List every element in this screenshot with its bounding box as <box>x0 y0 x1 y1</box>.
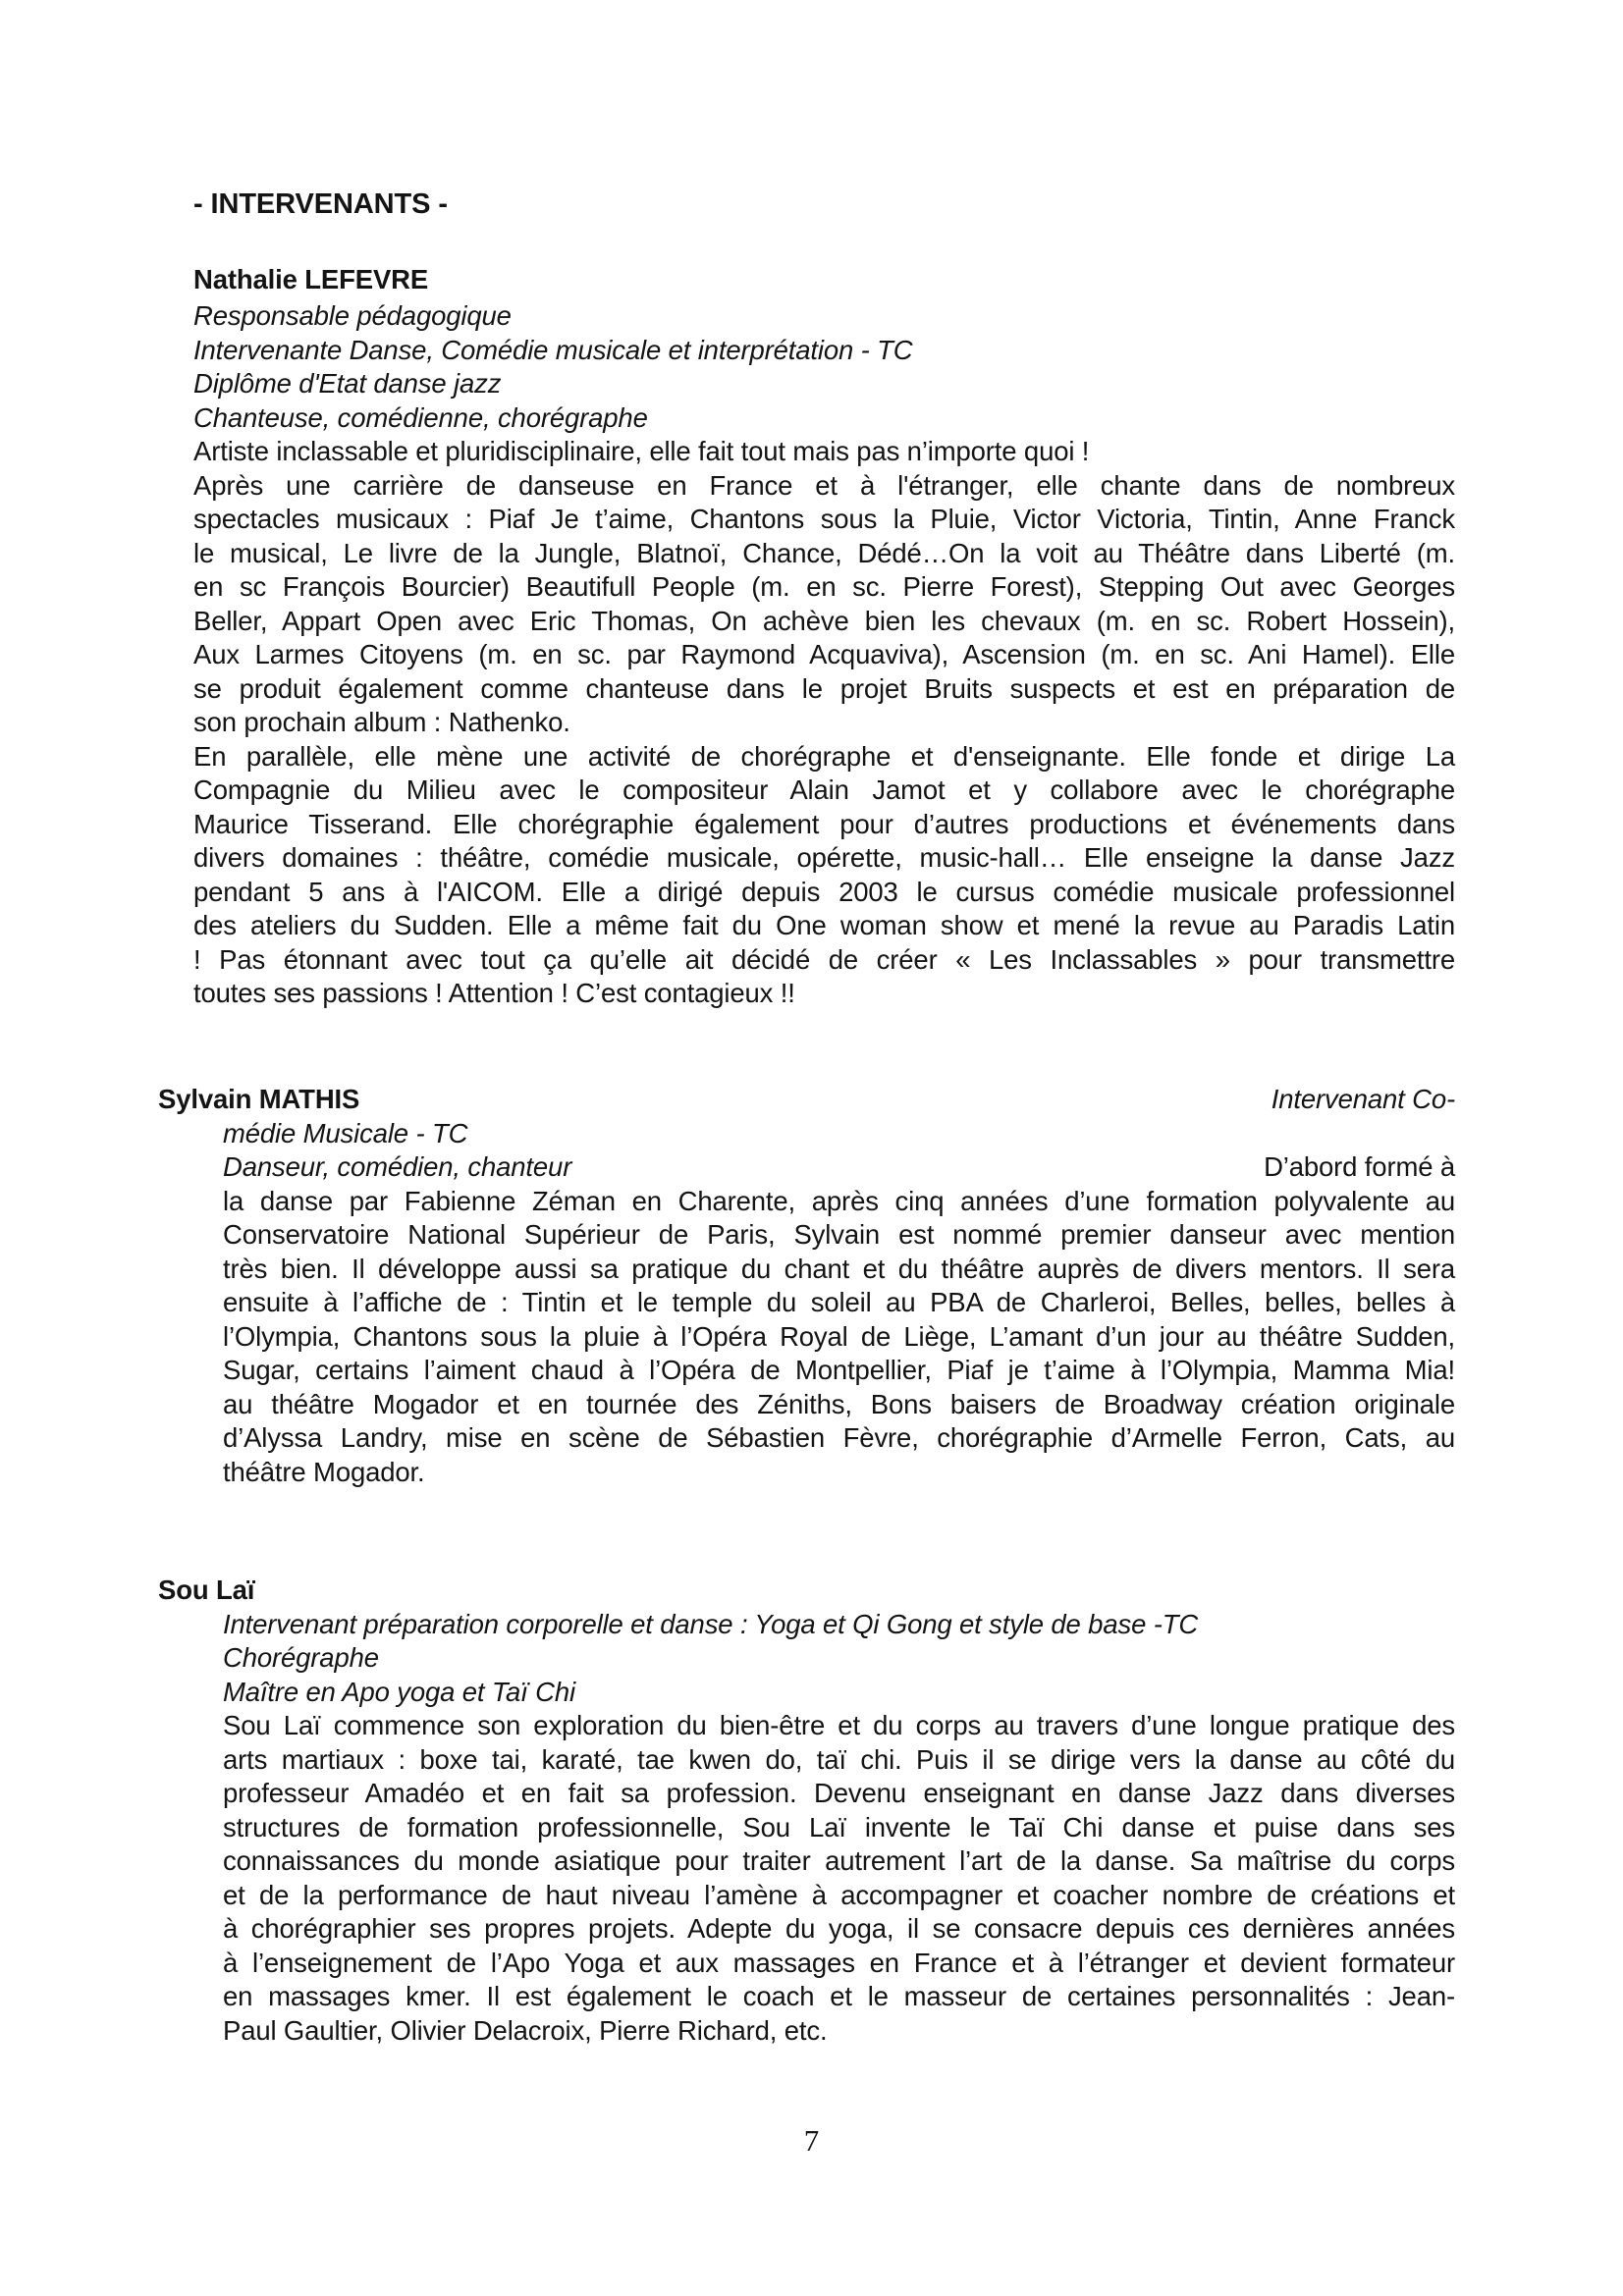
sylvain-role-wrap-line: médie Musicale - TC <box>223 1117 468 1148</box>
soulai-bio-paragraph <box>223 1709 1455 2014</box>
text-line: Diplôme d'Etat danse jazz <box>193 368 502 399</box>
text-line: Maître en Apo yoga et Taï Chi <box>223 1676 575 1707</box>
text-line: ! Pas étonnant avec tout ça qu’elle ait décidé de créer « Les Inclassables » pour transmettre <box>193 943 1455 975</box>
text-line: ensuite à l’affiche de : Tintin et le temple du soleil au PBA de Charleroi, Belles, belles, belles à <box>223 1287 1455 1317</box>
nathalie-bio-paragraph-2-last: toutes ses passions ! Attention ! C’est contagieux !! <box>193 978 795 1008</box>
nathalie-role-lines <box>193 299 1455 435</box>
text-line: professeur Amadéo et en fait sa profession. Devenu enseignant en danse Jazz dans diverses <box>223 1778 1455 1808</box>
nathalie-intro-line: Artiste inclassable et pluridisciplinaire, elle fait tout mais pas n’importe quoi ! <box>193 436 1090 466</box>
page-number: 7 <box>803 2123 820 2158</box>
nathalie-bio-paragraph-1 <box>193 469 1455 707</box>
text-line: spectacles musicaux : Piaf Je t’aime, Chantons sous la Pluie, Victor Victoria, Tintin, Anne Franck <box>193 504 1455 534</box>
text-line: connaissances du monde asiatique pour traiter autrement l’art de la danse. Sa maîtrise du corps <box>223 1845 1455 1876</box>
text-line: Chanteuse, comédienne, chorégraphe <box>193 401 648 433</box>
text-line: et de la performance de haut niveau l’amène à accompagner et coacher nombre de créations et <box>223 1879 1455 1910</box>
soulai-role-lines <box>223 1608 1455 1710</box>
text-line: l’Olympia, Chantons sous la pluie à l’Opéra Royal de Liège, L’amant d’un jour au théâtre Sudden, <box>223 1320 1455 1352</box>
text-line: Sugar, certains l’aiment chaud à l’Opéra de Montpellier, Piaf je t’aime à l’Olympia, Mamma Mia! <box>223 1355 1455 1385</box>
sylvain-role-fragment: Intervenant Co- <box>1271 1084 1455 1114</box>
section-nathalie <box>193 299 1455 1011</box>
text-line: Beller, Appart Open avec Eric Thomas, On achève bien les chevaux (m. en sc. Robert Hossein), <box>193 605 1455 636</box>
text-line: Maurice Tisserand. Elle chorégraphie également pour d’autres productions et événements dans <box>193 808 1455 839</box>
text-line: structures de formation professionnelle, Sou Laï invente le Taï Chi danse et puise dans ses <box>223 1811 1455 1842</box>
text-line: Compagnie du Milieu avec le compositeur Alain Jamot et y collabore avec le chorégraphe <box>193 774 1455 805</box>
text-line: au théâtre Mogador et en tournée des Zéniths, Bons baisers de Broadway création originale <box>223 1388 1455 1419</box>
text-line: Responsable pédagogique <box>193 300 512 331</box>
text-line: la danse par Fabienne Zéman en Charente, après cinq années d’une formation polyvalente au <box>223 1185 1455 1216</box>
text-line: pendant 5 ans à l'AICOM. Elle a dirigé depuis 2003 le cursus comédie musicale professionnel <box>193 876 1455 907</box>
nathalie-bio-paragraph-1-last: son prochain album : Nathenko. <box>193 707 570 737</box>
text-line: à l’enseignement de l’Apo Yoga et aux massages en France et à l’étranger et devient formateur <box>223 1947 1455 1978</box>
text-line: très bien. Il développe aussi sa pratique du chant et du théâtre auprès de divers mentors. Il sera <box>223 1253 1455 1284</box>
sylvain-name-line <box>158 1083 1455 1117</box>
text-line: des ateliers du Sudden. Elle a même fait du One woman show et mené la revue au Paradis Latin <box>193 910 1455 940</box>
sylvain-bio-start-fragment: D’abord formé à <box>1264 1151 1455 1182</box>
text-line: Conservatoire National Supérieur de Paris, Sylvain est nommé premier danseur avec mention <box>223 1219 1455 1250</box>
text-line: Après une carrière de danseuse en France et à l'étranger, elle chante dans de nombreux <box>193 469 1455 501</box>
section-sylvain <box>158 1083 1455 1489</box>
text-line: Aux Larmes Citoyens (m. en sc. par Raymond Acquaviva), Ascension (m. en sc. Ani Hamel). Elle <box>193 639 1455 669</box>
text-line: d’Alyssa Landry, mise en scène de Sébastien Fèvre, chorégraphie d’Armelle Ferron, Cats, au <box>223 1422 1455 1453</box>
person-name-sylvain: Sylvain MATHIS <box>158 1084 360 1114</box>
section-soulai <box>158 1574 1455 2048</box>
text-line: En parallèle, elle mène une activité de chorégraphe et d'enseignante. Elle fonde et dirige La <box>193 740 1455 772</box>
sylvain-roles: Danseur, comédien, chanteur <box>223 1151 572 1182</box>
sylvain-roles-line <box>223 1150 1455 1185</box>
sylvain-bio-paragraph-last: théâtre Mogador. <box>223 1456 425 1487</box>
text-line: arts martiaux : boxe tai, karaté, tae kwen do, taï chi. Puis il se dirige vers la danse au côté du <box>223 1743 1455 1775</box>
text-line: Chorégraphe <box>223 1642 379 1673</box>
text-line: se produit également comme chanteuse dans le projet Bruits suspects et est en préparation de <box>193 672 1455 704</box>
text-line: Intervenante Danse, Comédie musicale et interprétation - TC <box>193 334 913 365</box>
nathalie-bio-paragraph-2 <box>193 740 1455 978</box>
text-line: en massages kmer. Il est également le coach et le masseur de certaines personnalités : Jean- <box>223 1981 1455 2011</box>
text-line: le musical, Le livre de la Jungle, Blatnoï, Chance, Dédé…On la voit au Théâtre dans Liberté (m. <box>193 537 1455 568</box>
soulai-bio-paragraph-last: Paul Gaultier, Olivier Delacroix, Pierre Richard, etc. <box>223 2014 828 2046</box>
person-name-nathalie: Nathalie LEFEVRE <box>193 264 429 294</box>
text-line: en sc François Bourcier) Beautifull People (m. en sc. Pierre Forest), Stepping Out avec Georges <box>193 571 1455 602</box>
text-line: à chorégraphier ses propres projets. Adepte du yoga, il se consacre depuis ces dernières années <box>223 1913 1455 1944</box>
text-line: Intervenant préparation corporelle et danse : Yoga et Qi Gong et style de base -TC <box>223 1608 1199 1639</box>
sylvain-bio-paragraph <box>223 1185 1455 1456</box>
page-title: - INTERVENANTS - <box>193 188 448 220</box>
person-name-soulai: Sou Laï <box>158 1575 255 1605</box>
text-line: divers domaines : théâtre, comédie musicale, opérette, music-hall… Elle enseigne la danse Jazz <box>193 842 1455 873</box>
text-line: Sou Laï commence son exploration du bien-être et du corps au travers d’une longue pratique des <box>223 1710 1455 1740</box>
